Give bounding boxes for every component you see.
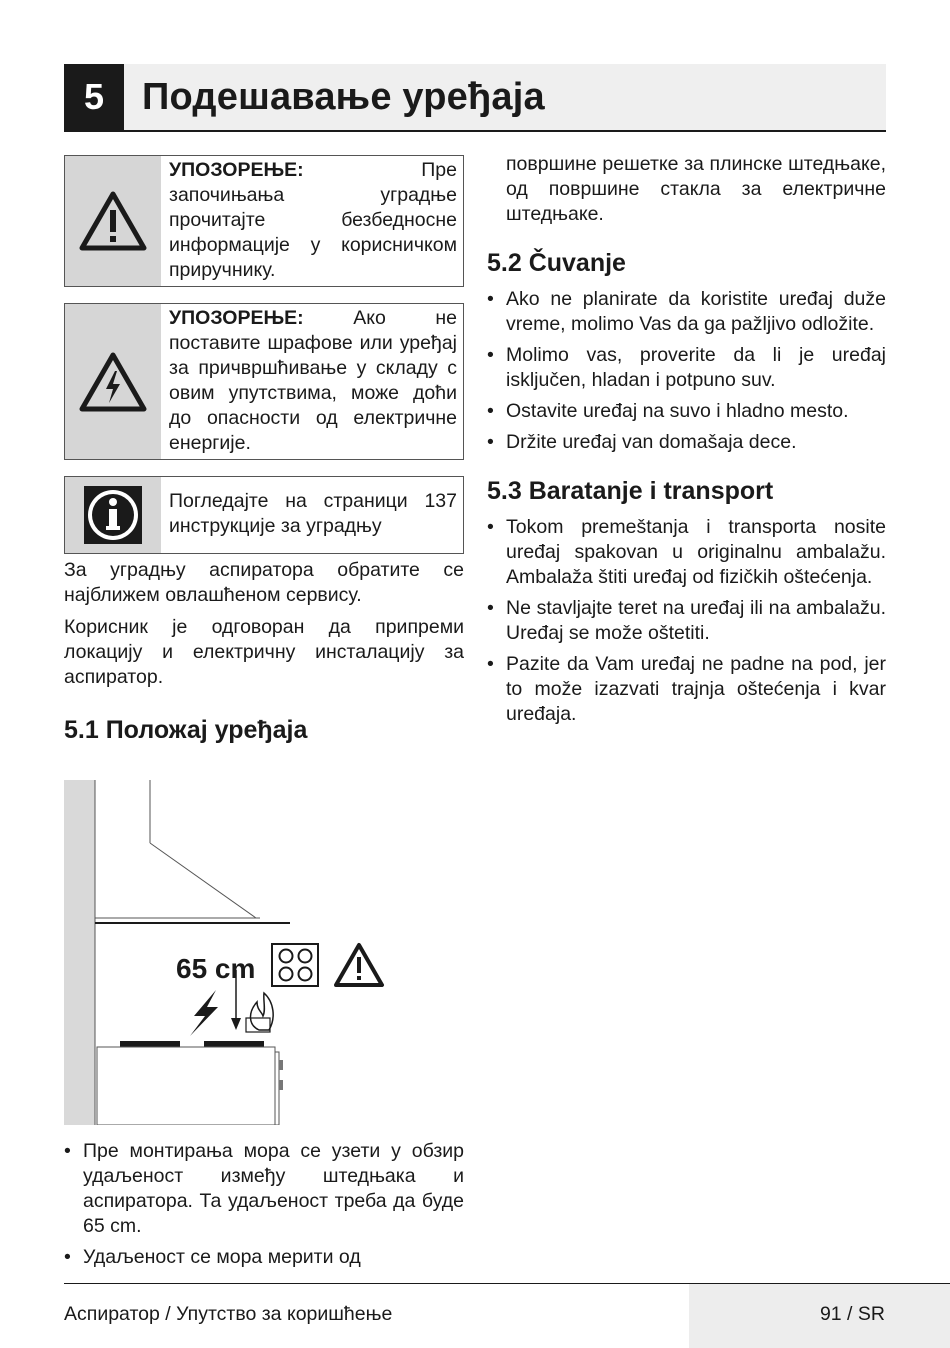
info-icon [84, 486, 142, 544]
warning-label: УПОЗОРЕЊЕ: [169, 159, 304, 181]
wall [64, 780, 95, 1125]
chapter-header [64, 64, 886, 132]
distance-label: 65 cm [176, 953, 256, 984]
warning-triangle-icon [336, 945, 382, 985]
continuation-text: површине решетке за плинске штедњаке, од површине стакла за електричне штедњаке. [506, 153, 886, 225]
right-column [487, 152, 886, 733]
hood-position-figure [64, 780, 464, 1125]
electric-bolt-icon [190, 990, 218, 1036]
cooktop-icon [272, 944, 318, 986]
list-item: • Пре монтирања мора се узети у обзир удаљеност између штедњака и аспиратора. Та удаљеност треба да буде 65 cm. [64, 1139, 464, 1239]
section-title-5-3: 5.3 Baratanje i transport [487, 477, 774, 505]
list-item: • Ne stavljajte teret na uređaj ili na ambalažu. Uređaj se može oštetiti. [487, 596, 886, 646]
intro-paragraph: За уградњу аспиратора обратите се најближем овлашћеном сервису. [64, 559, 464, 606]
footer-page-box [689, 1284, 950, 1348]
list-item: • Pazite da Vam uređaj ne padne na pod, jer to može izazvati trajnja oštećenja i kvar uređaja. [487, 652, 886, 727]
hood-canopy [150, 843, 256, 918]
section-5-3-list [487, 515, 886, 727]
info-text: Погледајте на страници 137 инструкције за уградњу [169, 490, 457, 537]
list-item: • Ostavite uređaj na suvo i hladno mesto. [487, 399, 886, 424]
section-title-5-1: 5.1 Положај уређаја [64, 716, 308, 744]
warning-triangle-icon [78, 190, 148, 252]
list-item: • Tokom premeštanja i transporta nosite uređaj spakovan u originalnu ambalažu. Ambalaža štiti uređaj od fizičkih oštećenja. [487, 515, 886, 590]
list-item: • Удаљеност се мора мерити од [64, 1245, 464, 1270]
electric-hazard-icon [78, 351, 148, 413]
page-number: 91 / SR [819, 1303, 885, 1325]
list-item: • Držite uređaj van domašaja dece. [487, 430, 886, 455]
list-item: • Molimo vas, proverite da li je uređaj isključen, hladan i potpuno suv. [487, 343, 886, 393]
info-box [64, 476, 464, 554]
section-5-2-list [487, 287, 886, 455]
warning-box-electric [64, 303, 464, 460]
intro-paragraph: Корисник је одговоран да припреми локацију и електричну инсталацију за аспиратор. [64, 616, 464, 688]
stove [97, 1047, 275, 1125]
chapter-number: 5 [64, 64, 124, 130]
warning-text: УПОЗОРЕЊЕ: Ако не поставите шрафове или уређај за причвршћивање у складу с овим упутствима, може доћи до опасности од електричне енергије. [169, 307, 457, 454]
list-item: • Ako ne planirate da koristite uređaj duže vreme, molimo Vas da ga pažljivo odložite. [487, 287, 886, 337]
burner-right [204, 1041, 264, 1047]
hood-diagram [64, 780, 464, 1125]
warning-text: УПОЗОРЕЊЕ: Пре започињања уградње прочитајте безбедносне информације у корисничком приручнику. [169, 159, 457, 281]
chapter-title: Подешавање уређаја [142, 76, 545, 118]
warning-box-safety [64, 155, 464, 287]
burner-left [120, 1041, 180, 1047]
section-5-1-list [64, 1139, 464, 1270]
left-column [64, 155, 464, 1276]
section-title-5-2: 5.2 Čuvanje [487, 249, 626, 277]
warning-label: УПОЗОРЕЊЕ: [169, 307, 304, 329]
footer-title: Аспиратор / Упутство за коришћење [64, 1303, 393, 1325]
